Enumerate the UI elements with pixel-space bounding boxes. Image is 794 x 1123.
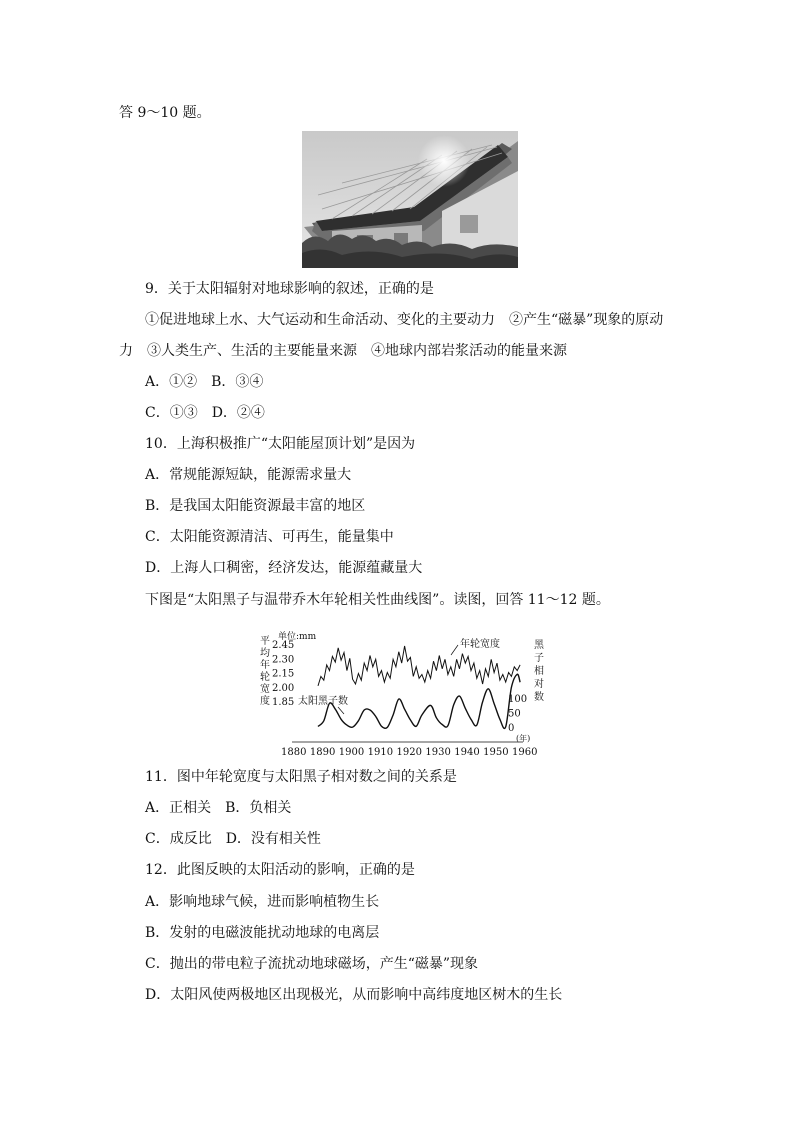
right-tick-label: 50 [508, 708, 521, 720]
right-axis-title-char: 相 [534, 666, 544, 677]
right-axis-title [534, 639, 545, 703]
left-axis-title-char: 度 [260, 696, 270, 707]
q10-option-d: D．上海人口稠密，经济发达，能源蕴藏量大 [145, 560, 423, 576]
q11-options-row2: C．成反比 D．没有相关性 [145, 831, 321, 847]
x-tick-label: 1880 [281, 747, 307, 758]
q10-option-a: A．常规能源短缺，能源需求量大 [145, 467, 352, 483]
q9-stem: 9．关于太阳辐射对地球影响的叙述，正确的是 [145, 281, 434, 297]
right-axis-title-char: 子 [534, 653, 544, 664]
right-axis-title-char: 数 [534, 692, 544, 703]
left-tick-label: 2.45 [272, 640, 295, 651]
legend-tree-ring: 年轮宽度 [460, 639, 500, 650]
legend-tree-ring-pointer [451, 645, 458, 655]
right-tick-label: 0 [508, 723, 515, 734]
x-tick-label: 1940 [454, 747, 480, 758]
x-tick-label: 1890 [309, 747, 336, 758]
right-axis-title-char: 对 [534, 679, 544, 690]
x-axis-unit: (年) [516, 734, 531, 743]
solar-roof-photo [302, 131, 518, 268]
left-tick-label: 2.30 [272, 654, 295, 666]
left-tick-label: 2.00 [272, 682, 295, 694]
chart-svg [258, 628, 548, 760]
q12-stem: 12．此图反映的太阳活动的影响，正确的是 [145, 862, 415, 878]
q12-option-b: B．发射的电磁波能扰动地球的电离层 [145, 925, 380, 941]
left-axis-title-char: 平 [260, 636, 270, 647]
x-tick-label: 1900 [338, 747, 365, 758]
figure-intro: 下图是“太阳黑子与温带乔木年轮相关性曲线图”。读图，回答 11～12 题。 [145, 592, 610, 608]
right-axis-ticks [508, 694, 527, 734]
left-axis-title-char: 宽 [260, 684, 270, 695]
q9-items-line2: 力 ③人类生产、生活的主要能量来源 ④地球内部岩浆活动的能量来源 [119, 343, 567, 359]
q9-items-line1: ①促进地球上水、大气运动和生命活动、变化的主要动力 ②产生“磁暴”现象的原动 [145, 312, 664, 328]
left-axis-title-char: 均 [260, 648, 270, 659]
right-tick-label: 100 [508, 694, 528, 705]
right-axis-title-char: 黑 [534, 640, 544, 651]
left-axis-title-char: 年 [260, 660, 270, 671]
x-tick-label: 1930 [425, 747, 451, 758]
q11-stem: 11．图中年轮宽度与太阳黑子相对数之间的关系是 [145, 769, 457, 785]
left-tick-label: 1.85 [272, 697, 295, 708]
sunspot-series-line [318, 674, 520, 728]
q10-option-b: B．是我国太阳能资源最丰富的地区 [145, 498, 366, 514]
left-axis-title-char: 轮 [260, 672, 270, 683]
q9-options-row2: C．①③ D．②④ [145, 405, 265, 421]
q10-stem: 10．上海积极推广“太阳能屋顶计划”是因为 [145, 436, 416, 452]
series-layer [318, 646, 520, 728]
left-axis-ticks [272, 640, 294, 708]
x-tick-label: 1910 [367, 747, 394, 758]
legend-sunspot-pointer [338, 707, 344, 714]
left-tick-label: 2.15 [272, 668, 295, 680]
intro-line: 答 9～10 题。 [119, 105, 211, 121]
sunspot-tree-ring-chart [258, 628, 548, 760]
q11-options-row1: A．正相关 B．负相关 [145, 800, 292, 816]
x-tick-label: 1920 [396, 747, 422, 758]
x-tick-label: 1960 [512, 747, 538, 758]
unit-label: 单位:mm [278, 632, 317, 642]
x-tick-label: 1950 [483, 747, 509, 758]
x-axis-ticks [281, 747, 537, 758]
left-axis-title [260, 635, 270, 707]
q10-option-c: C．太阳能资源清洁、可再生，能量集中 [145, 529, 394, 545]
q12-option-c: C．抛出的带电粒子流扰动地球磁场，产生“磁暴”现象 [145, 956, 479, 972]
tree-ring-series-line [318, 646, 520, 686]
q12-option-a: A．影响地球气候，进而影响植物生长 [145, 894, 380, 910]
q9-options-row1: A．①② B．③④ [145, 374, 264, 390]
q12-option-d: D．太阳风使两极地区出现极光，从而影响中高纬度地区树木的生长 [145, 987, 563, 1003]
legend-sunspot: 太阳黑子数 [298, 696, 348, 707]
